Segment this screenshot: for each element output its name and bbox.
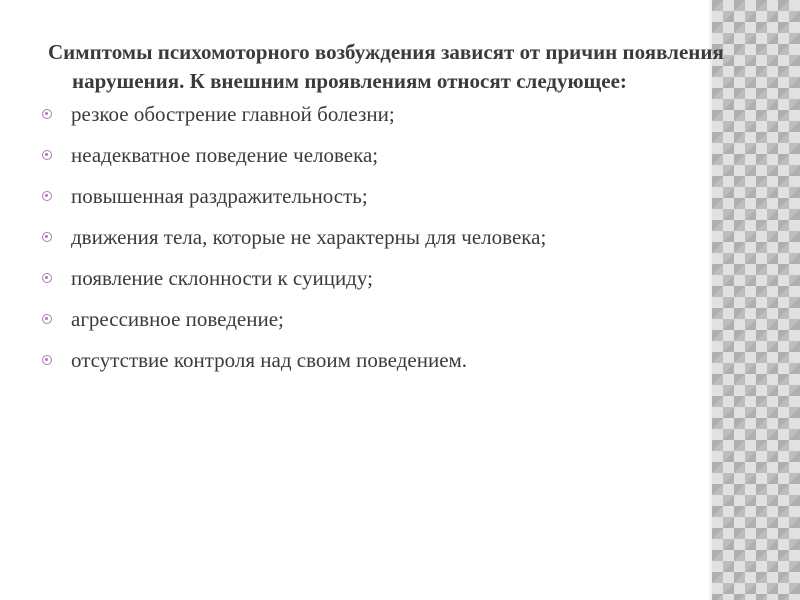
circle-dot-icon [42, 109, 52, 119]
list-item-text: движения тела, которые не характерны для человека; [71, 225, 547, 249]
list-item [40, 346, 740, 387]
list-item [40, 182, 740, 223]
list-item-text: агрессивное поведение; [71, 307, 284, 331]
circle-dot-icon [42, 355, 52, 365]
circle-dot-icon [42, 273, 52, 283]
list-item-text: отсутствие контроля над своим поведением. [71, 348, 468, 372]
intro-text: Симптомы психомоторного возбуждения зависят от причин появления нарушения. К внешним проявлениям относят следующее: [48, 40, 724, 93]
circle-dot-icon [42, 232, 52, 242]
intro-paragraph [40, 38, 740, 96]
list-item [40, 223, 740, 264]
list-item-text: неадекватное поведение человека; [71, 143, 379, 167]
list-item [40, 141, 740, 182]
circle-dot-icon [42, 314, 52, 324]
list-item [40, 305, 740, 346]
list-item [40, 100, 740, 141]
list-item-text: появление склонности к суициду; [71, 266, 373, 290]
list-item-text: резкое обострение главной болезни; [71, 102, 395, 126]
list-item-text: повышенная раздражительность; [71, 184, 368, 208]
list-item [40, 264, 740, 305]
circle-dot-icon [42, 150, 52, 160]
bullet-list [40, 100, 740, 387]
circle-dot-icon [42, 191, 52, 201]
slide-content [40, 38, 740, 387]
